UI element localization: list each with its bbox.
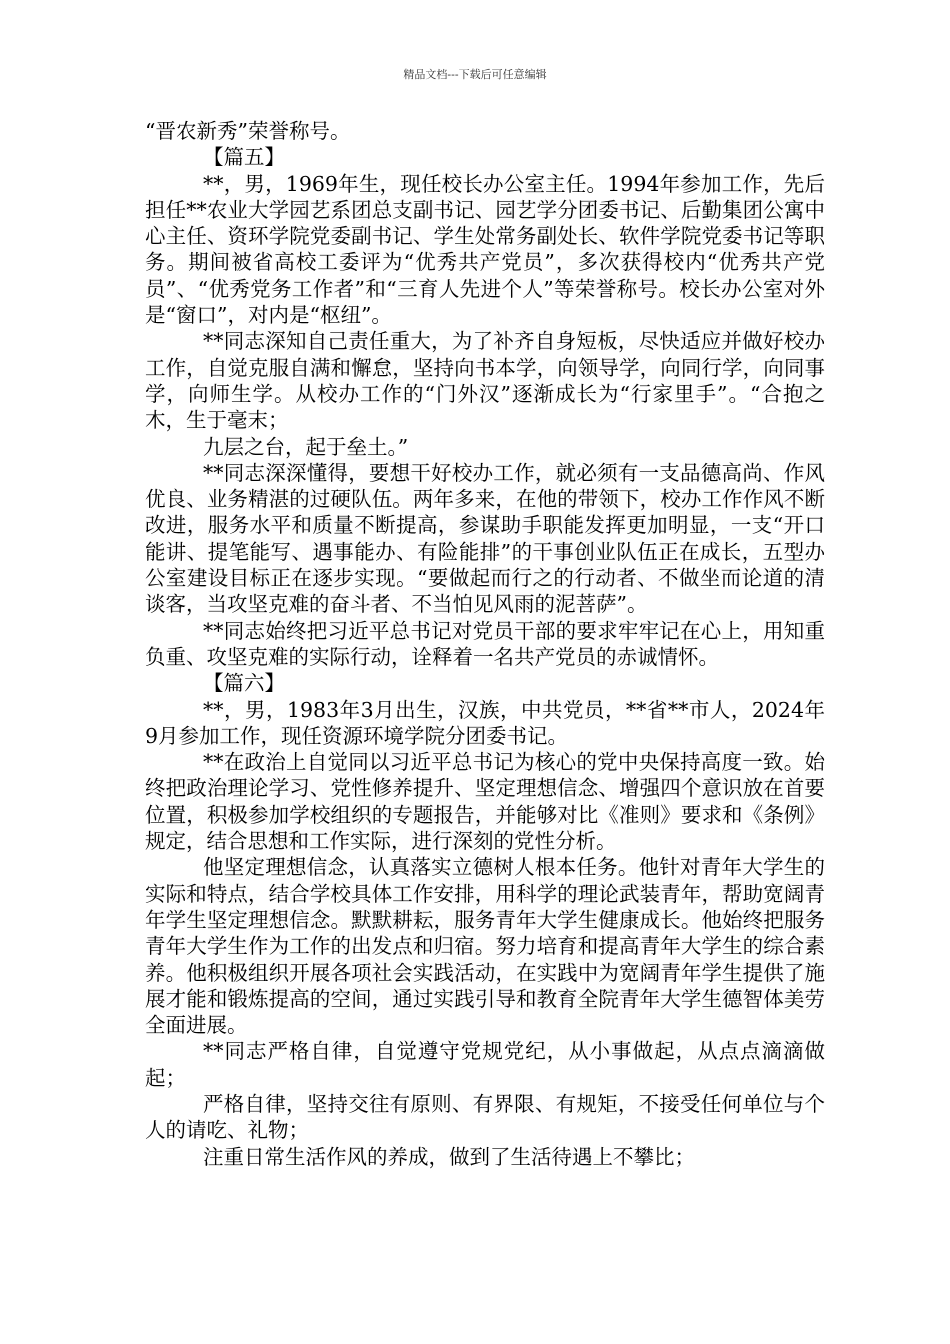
paragraph: “晋农新秀”荣誉称号。 — [145, 119, 351, 143]
paragraph: **在政治上自觉同以习近平总书记为核心的党中央保持高度一致。始终把政治理论学习、党性修养提升、坚定理想信念、增强四个意识放在首要位置，积极参加学校组织的专题报告，并能够对比《准则》要求和《条例》规定，结合思想和工作实际，进行深刻的党性分析。 — [145, 750, 825, 854]
section-heading: 【篇六】 — [203, 671, 285, 696]
paragraph: 他坚定理想信念，认真落实立德树人根本任务。他针对青年大学生的实际和特点，结合学校具体工作安排，用科学的理论武装青年，帮助宽阔青年学生坚定理想信念。默默耕耘，服务青年大学生健康成长。他始终把服务青年大学生作为工作的出发点和归宿。努力培育和提高青年大学生的综合素养。他积极组织开展各项社会实践活动，在实践中为宽阔青年学生提供了施展才能和锻炼提高的空间，通过实践引导和教育全院青年大学生德智体美劳全面进展。 — [145, 855, 825, 1038]
paragraph: **同志深深懂得，要想干好校办工作，就必须有一支品德高尚、作风优良、业务精湛的过硬队伍。两年多来，在他的带领下，校办工作作风不断改进，服务水平和质量不断提高，参谋助手职能发挥更加明显，一支“开口能讲、提笔能写、遇事能办、有险能排”的干事创业队伍正在成长，五型办公室建设目标正在逐步实现。“要做起而行之的行动者、不做坐而论道的清谈客，当攻坚克难的奋斗者、不当怕见风雨的泥菩萨”。 — [145, 460, 825, 617]
paragraph: **，男，1983年3月出生，汉族，中共党员，**省**市人，2024年9月参加工作，现任资源环境学院分团委书记。 — [145, 697, 825, 748]
paragraph: 严格自律，坚持交往有原则、有界限、有规矩，不接受任何单位与个人的请吃、礼物； — [145, 1091, 825, 1143]
paragraph: **同志严格自律，自觉遵守党规党纪，从小事做起，从点点滴滴做起； — [145, 1039, 825, 1090]
paragraph: **同志始终把习近平总书记对党员干部的要求牢牢记在心上，用知重负重、攻坚克难的实际行动，诠释着一名共产党员的赤诚情怀。 — [145, 618, 825, 669]
paragraph: **同志深知自己责任重大，为了补齐自身短板，尽快适应并做好校办工作，自觉克服自满和懈怠，坚持向书本学，向领导学，向同行学，向同事学，向师生学。从校办工作的“门外汉”逐渐成长为“行家里手”。“合抱之木，生于毫末； — [145, 329, 825, 433]
paragraph: 九层之台，起于垒土。” — [203, 434, 409, 459]
page-header: 精品文档---下载后可任意编辑 — [403, 68, 547, 81]
section-heading: 【篇五】 — [203, 145, 285, 170]
document-body — [145, 118, 825, 1170]
paragraph: **，男，1969年生，现任校长办公室主任。1994年参加工作，先后担任**农业大学园艺系团总支副书记、园艺学分团委书记、后勤集团公寓中心主任、资环学院党委副书记、学生处常务副处长、软件学院党委书记等职务。期间被省高校工委评为“优秀共产党员”，多次获得校内“优秀共产党员”、“优秀党务工作者”和“三育人先进个人”等荣誉称号。校长办公室对外是“窗口”，对内是“枢纽”。 — [145, 171, 825, 328]
paragraph: 注重日常生活作风的养成，做到了生活待遇上不攀比； — [203, 1144, 695, 1169]
